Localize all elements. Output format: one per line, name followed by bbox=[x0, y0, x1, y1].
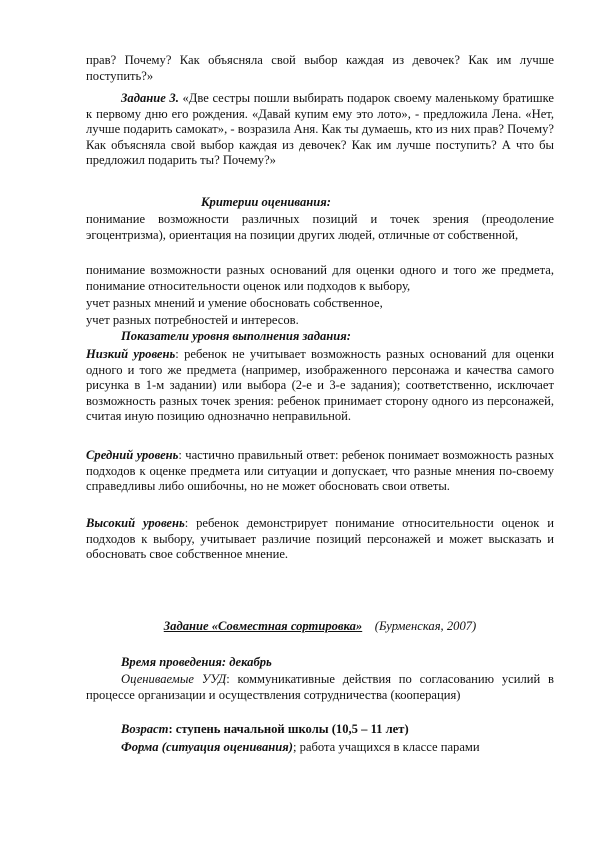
criteria-item-text: учет разных потребностей и интересов. bbox=[86, 313, 299, 327]
level-high-paragraph bbox=[86, 516, 554, 563]
new-task-time-text: Время проведения: декабрь bbox=[121, 655, 272, 669]
task3-label: Задание 3. bbox=[121, 91, 179, 105]
criteria-heading bbox=[201, 195, 501, 211]
level-high-text: : ребенок демонстрирует понимание относительности оценок и подходов к выбору, учитывает различие позиций персонажей и может высказать и обосновать свое собственное мнение. bbox=[86, 516, 554, 562]
age-text: : ступень начальной школы (10,5 – 11 лет) bbox=[168, 722, 409, 736]
level-mid-paragraph bbox=[86, 448, 554, 495]
criteria-item-text: понимание возможности разных оснований для оценки одного и того же предмета, понимание относительности оценок или подходов к выбору, bbox=[86, 263, 554, 293]
criteria-item-text: понимание возможности различных позиций и точек зрения (преодоление эгоцентризма), ориентация на позиции других людей, отличные от собственной, bbox=[86, 212, 554, 242]
levels-heading bbox=[121, 329, 521, 345]
new-task-uud bbox=[86, 672, 554, 703]
form-text: ; работа учащихся в классе парами bbox=[292, 740, 480, 754]
criteria-item bbox=[86, 296, 554, 312]
levels-heading-text: Показатели уровня выполнения задания: bbox=[121, 329, 351, 343]
criteria-item bbox=[86, 263, 554, 294]
criteria-item bbox=[86, 313, 554, 329]
new-task-author: (Бурменская, 2007) bbox=[374, 619, 477, 633]
new-task-form bbox=[121, 740, 554, 756]
uud-text: : коммуникативные действия по согласованию усилий в процессе организации и осуществления сотрудничества (кооперация) bbox=[86, 672, 554, 702]
criteria-item-text: учет разных мнений и умение обосновать собственное, bbox=[86, 296, 383, 310]
new-task-time bbox=[121, 655, 554, 671]
task3-text: «Две сестры пошли выбирать подарок своему маленькому братишке к первому дню его рождения. «Давай купим ему это лото», - предложила Лена. «Нет, лучше подарить самокат», - возразила Аня. Как ты думаешь, кто из них прав? Почему? Как объясняла свой выбор каждая из девочек? Как им лучше поступить? А что бы предложил подарить ты? Почему?» bbox=[86, 91, 554, 168]
task2-ending-text: прав? Почему? Как объясняла свой выбор каждая из девочек? Как им лучше поступить?» bbox=[86, 53, 554, 83]
level-low-label: Низкий уровень bbox=[86, 347, 176, 361]
level-low-paragraph bbox=[86, 347, 554, 425]
level-high-label: Высокий уровень bbox=[86, 516, 185, 530]
new-task-title-text: Задание «Совместная сортировка» bbox=[163, 619, 363, 633]
level-mid-label: Средний уровень bbox=[86, 448, 179, 462]
age-label: Возраст bbox=[121, 722, 169, 736]
new-task-title bbox=[86, 619, 554, 635]
criteria-item bbox=[86, 212, 554, 243]
level-mid-text: : частично правильный ответ: ребенок понимает возможность разных подходов к оценке предмета или ситуации и допускает, что разные мнения по-своему справедливы либо ошибочны, но не может обосновать свои ответы. bbox=[86, 448, 554, 494]
task3-paragraph bbox=[86, 91, 554, 169]
criteria-heading-text: Критерии оценивания: bbox=[201, 195, 331, 209]
task2-ending bbox=[86, 53, 554, 84]
level-low-text: : ребенок не учитывает возможность разных оснований для оценки одного и того же предмета (например, изображенного персонажа и качества самого рисунка в 1-м задании) или выбора (2-е и 3-е задания); соответственно, исключает возможность разных точек зрения: ребенок принимает сторону одного из персонажей, считая иную позицию однозначно неправильной. bbox=[86, 347, 554, 424]
uud-label: Оцениваемые УУД bbox=[121, 672, 227, 686]
form-label: Форма (ситуация оценивания) bbox=[121, 740, 293, 754]
new-task-age bbox=[121, 722, 554, 738]
